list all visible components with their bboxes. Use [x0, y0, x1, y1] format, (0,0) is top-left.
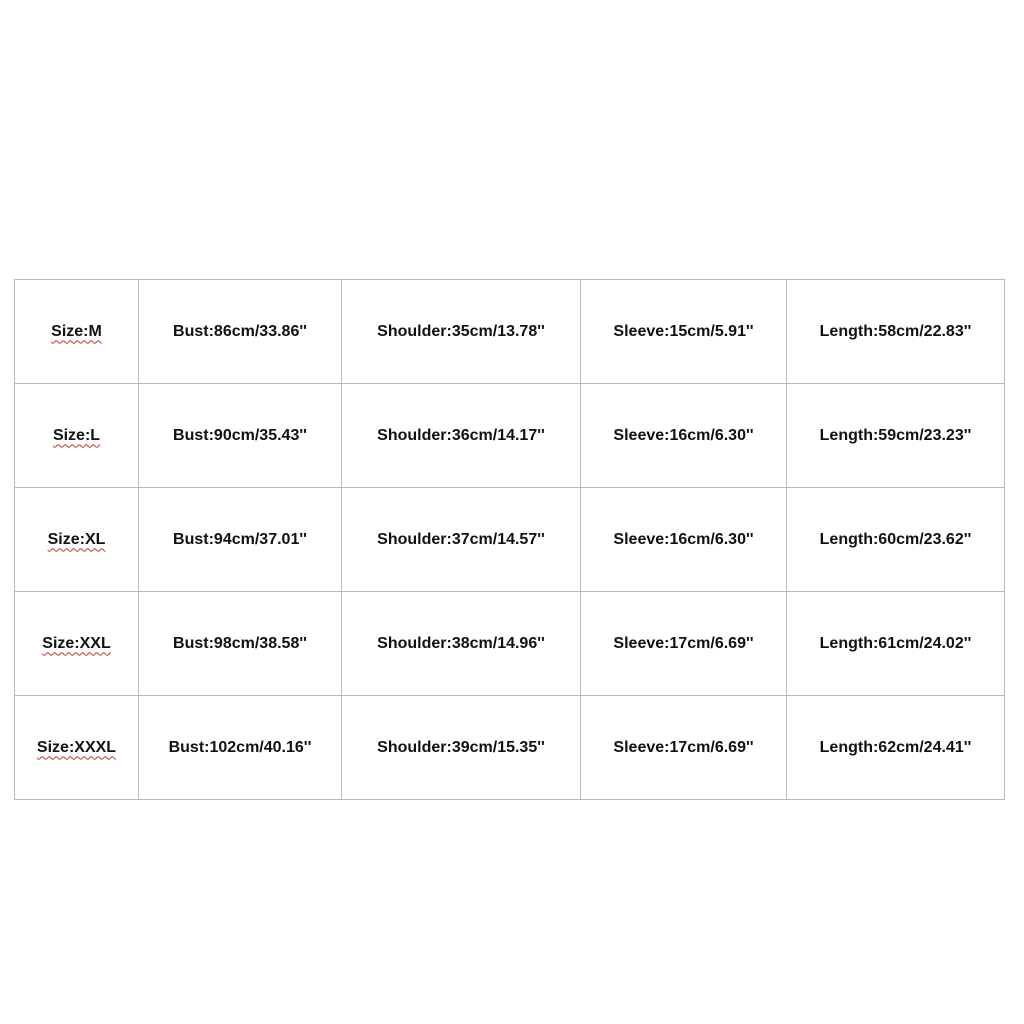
size-label: Size:M: [51, 322, 102, 340]
length-cell: Length:60cm/23.62'': [787, 488, 1005, 592]
size-chart-table: [14, 279, 1005, 800]
table-row: [15, 696, 1005, 800]
size-cell: [15, 488, 139, 592]
size-label: Size:XXXL: [36, 738, 117, 756]
sleeve-cell: Sleeve:15cm/5.91'': [581, 280, 787, 384]
sleeve-cell: Sleeve:17cm/6.69'': [581, 696, 787, 800]
bust-cell: Bust:94cm/37.01'': [139, 488, 342, 592]
sleeve-cell: Sleeve:16cm/6.30'': [581, 384, 787, 488]
length-cell: Length:61cm/24.02'': [787, 592, 1005, 696]
size-cell: [15, 592, 139, 696]
size-label: Size:XXL: [42, 634, 111, 652]
sleeve-cell: Sleeve:16cm/6.30'': [581, 488, 787, 592]
table-row: [15, 488, 1005, 592]
size-cell: [15, 280, 139, 384]
shoulder-cell: Shoulder:36cm/14.17'': [342, 384, 581, 488]
shoulder-cell: Shoulder:38cm/14.96'': [342, 592, 581, 696]
size-cell: [15, 384, 139, 488]
length-cell: Length:62cm/24.41'': [787, 696, 1005, 800]
table-row: [15, 280, 1005, 384]
length-cell: Length:58cm/22.83'': [787, 280, 1005, 384]
length-cell: Length:59cm/23.23'': [787, 384, 1005, 488]
size-label: Size:L: [52, 426, 101, 444]
bust-cell: Bust:98cm/38.58'': [139, 592, 342, 696]
table-row: [15, 592, 1005, 696]
table-row: [15, 384, 1005, 488]
shoulder-cell: Shoulder:35cm/13.78'': [342, 280, 581, 384]
bust-cell: Bust:102cm/40.16'': [139, 696, 342, 800]
shoulder-cell: Shoulder:37cm/14.57'': [342, 488, 581, 592]
bust-cell: Bust:86cm/33.86'': [139, 280, 342, 384]
shoulder-cell: Shoulder:39cm/15.35'': [342, 696, 581, 800]
size-cell: [15, 696, 139, 800]
sleeve-cell: Sleeve:17cm/6.69'': [581, 592, 787, 696]
size-label: Size:XL: [47, 530, 106, 548]
bust-cell: Bust:90cm/35.43'': [139, 384, 342, 488]
